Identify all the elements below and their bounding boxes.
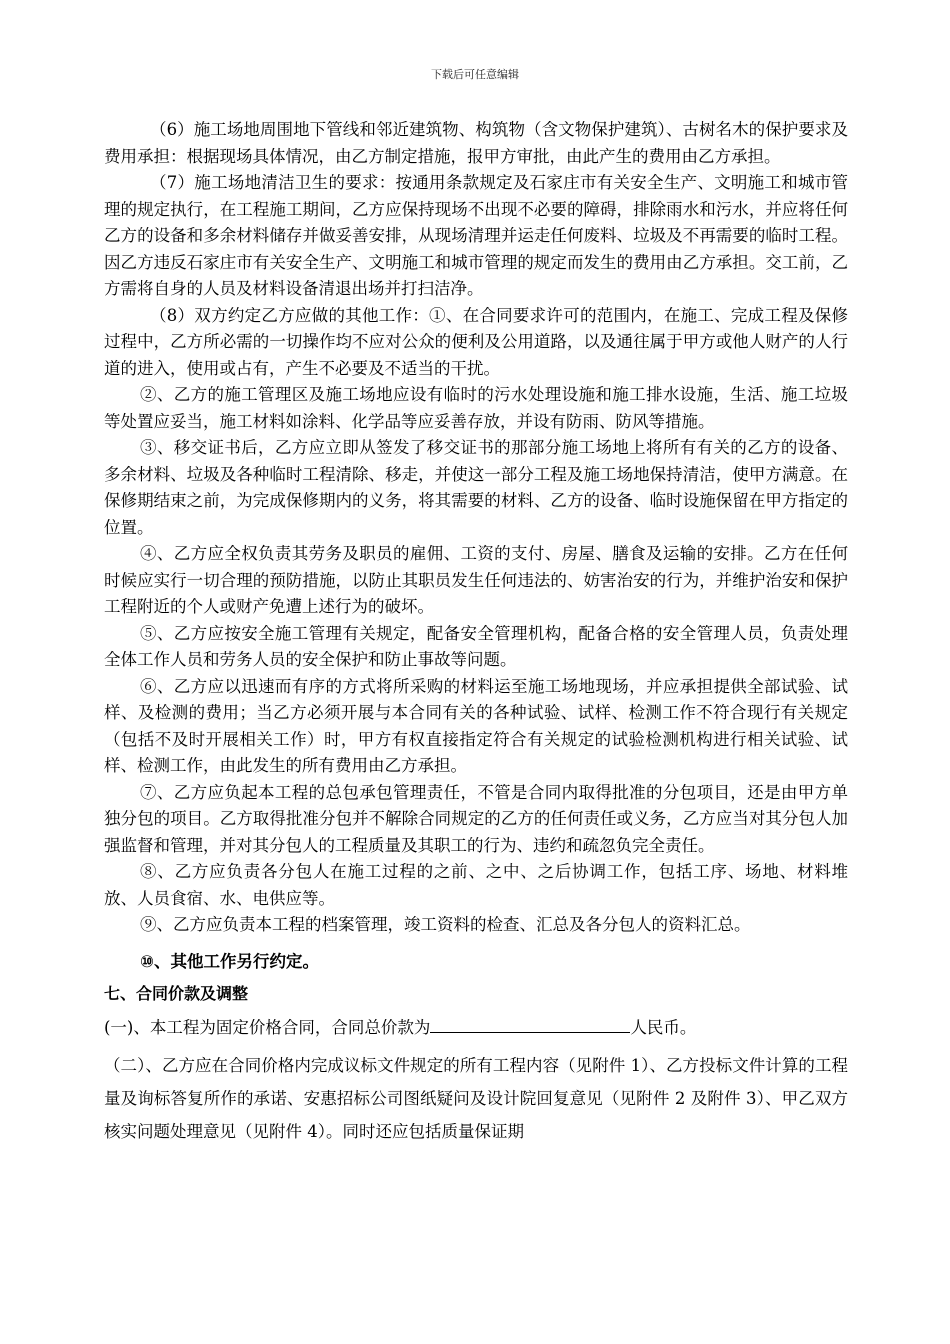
clause-10: ⑩、其他工作另行约定。 — [140, 951, 319, 971]
clause-4: ④、乙方应全权负责其劳务及职员的雇佣、工资的支付、房屋、膳食及运输的安排。乙方在任何时候应实行一切合理的预防措施，以防止其职员发生任何违法的、妨害治安的行为，并维护治安和保护工程附近的个人或财产免遭上述行为的破坏。 — [104, 544, 848, 616]
clause-3: ③、移交证书后，乙方应立即从签发了移交证书的那部分施工场地上将所有有关的乙方的设备、多余材料、垃圾及各种临时工程清除、移走，并使这一部分工程及施工场地保持清洁，使甲方满意。在保修期结束之前，为完成保修期内的义务，将其需要的材料、乙方的设备、临时设施保留在甲方指定的位置。 — [104, 438, 848, 537]
document-body — [104, 117, 848, 1148]
contract-price-blank — [430, 1014, 630, 1033]
clause-5: ⑤、乙方应按安全施工管理有关规定，配备安全管理机构，配备合格的安全管理人员，负责处理全体工作人员和劳务人员的安全保护和防止事故等问题。 — [104, 623, 848, 669]
paragraph-6: （6）施工场地周围地下管线和邻近建筑物、构筑物（含文物保护建筑）、古树名木的保护要求及费用承担：根据现场具体情况，由乙方制定措施，报甲方审批，由此产生的费用由乙方承担。 — [104, 120, 848, 166]
clause-9: ⑨、乙方应负责本工程的档案管理，竣工资料的检查、汇总及各分包人的资料汇总。 — [140, 915, 751, 934]
clause-6: ⑥、乙方应以迅速而有序的方式将所采购的材料运至施工场地现场，并应承担提供全部试验、试样、及检测的费用；当乙方必须开展与本合同有关的各种试验、试样、检测工作不符合现行有关规定（包括不及时开展相关工作）时，甲方有权直接指定符合有关规定的试验检测机构进行相关试验、试样、检测工作，由此发生的所有费用由乙方承担。 — [104, 676, 848, 775]
clause-1-suffix: 人民币。 — [630, 1017, 697, 1037]
section-7-clause-1 — [104, 1014, 848, 1042]
clause-8: ⑧、乙方应负责各分包人在施工过程的之前、之中、之后协调工作，包括工序、场地、材料堆放、人员食宿、水、电供应等。 — [104, 862, 848, 908]
clause-7: ⑦、乙方应负起本工程的总包承包管理责任，不管是合同内取得批准的分包项目，还是由甲方单独分包的项目。乙方取得批准分包并不解除合同规定的乙方的任何责任或义务，乙方应当对其分包人加强监督和管理，并对其分包人的工程质量及其职工的行为、违约和疏忽负完全责任。 — [104, 782, 848, 855]
section-7-clause-2: （二）、乙方应在合同价格内完成议标文件规定的所有工程内容（见附件 1）、乙方投标文件计算的工程量及询标答复所作的承诺、安惠招标公司图纸疑问及设计院回复意见（见附件 2 及附件 3）、甲乙双方核实问题处理意见（见附件 4）。同时还应包括质量保证期 — [104, 1056, 848, 1141]
page-header: 下载后可任意编辑 — [431, 68, 519, 81]
clause-2: ②、乙方的施工管理区及施工场地应设有临时的污水处理设施和施工排水设施，生活、施工垃圾等处置应妥当，施工材料如涂料、化学品等应妥善存放，并设有防雨、防风等措施。 — [104, 385, 848, 431]
paragraph-8: （8）双方约定乙方应做的其他工作：①、在合同要求许可的范围内，在施工、完成工程及保修过程中，乙方所必需的一切操作均不应对公众的便利及公用道路，以及通往属于甲方或他人财产的人行道的进入，使用或占有，产生不必要及不适当的干扰。 — [104, 305, 848, 378]
section-7-title: 七、合同价款及调整 — [104, 984, 249, 1003]
paragraph-7: （7）施工场地清洁卫生的要求：按通用条款规定及石家庄市有关安全生产、文明施工和城市管理的规定执行，在工程施工期间，乙方应保持现场不出现不必要的障碍，排除雨水和污水，并应将任何乙方的设备和多余材料储存并做妥善安排，从现场清理并运走任何废料、垃圾及不再需要的临时工程。因乙方违反石家庄市有关安全生产、文明施工和城市管理的规定而发生的费用由乙方承担。交工前，乙方需将自身的人员及材料设备清退出场并打扫洁净。 — [104, 173, 848, 298]
clause-1-prefix: (一)、本工程为固定价格合同，合同总价款为 — [104, 1017, 431, 1037]
